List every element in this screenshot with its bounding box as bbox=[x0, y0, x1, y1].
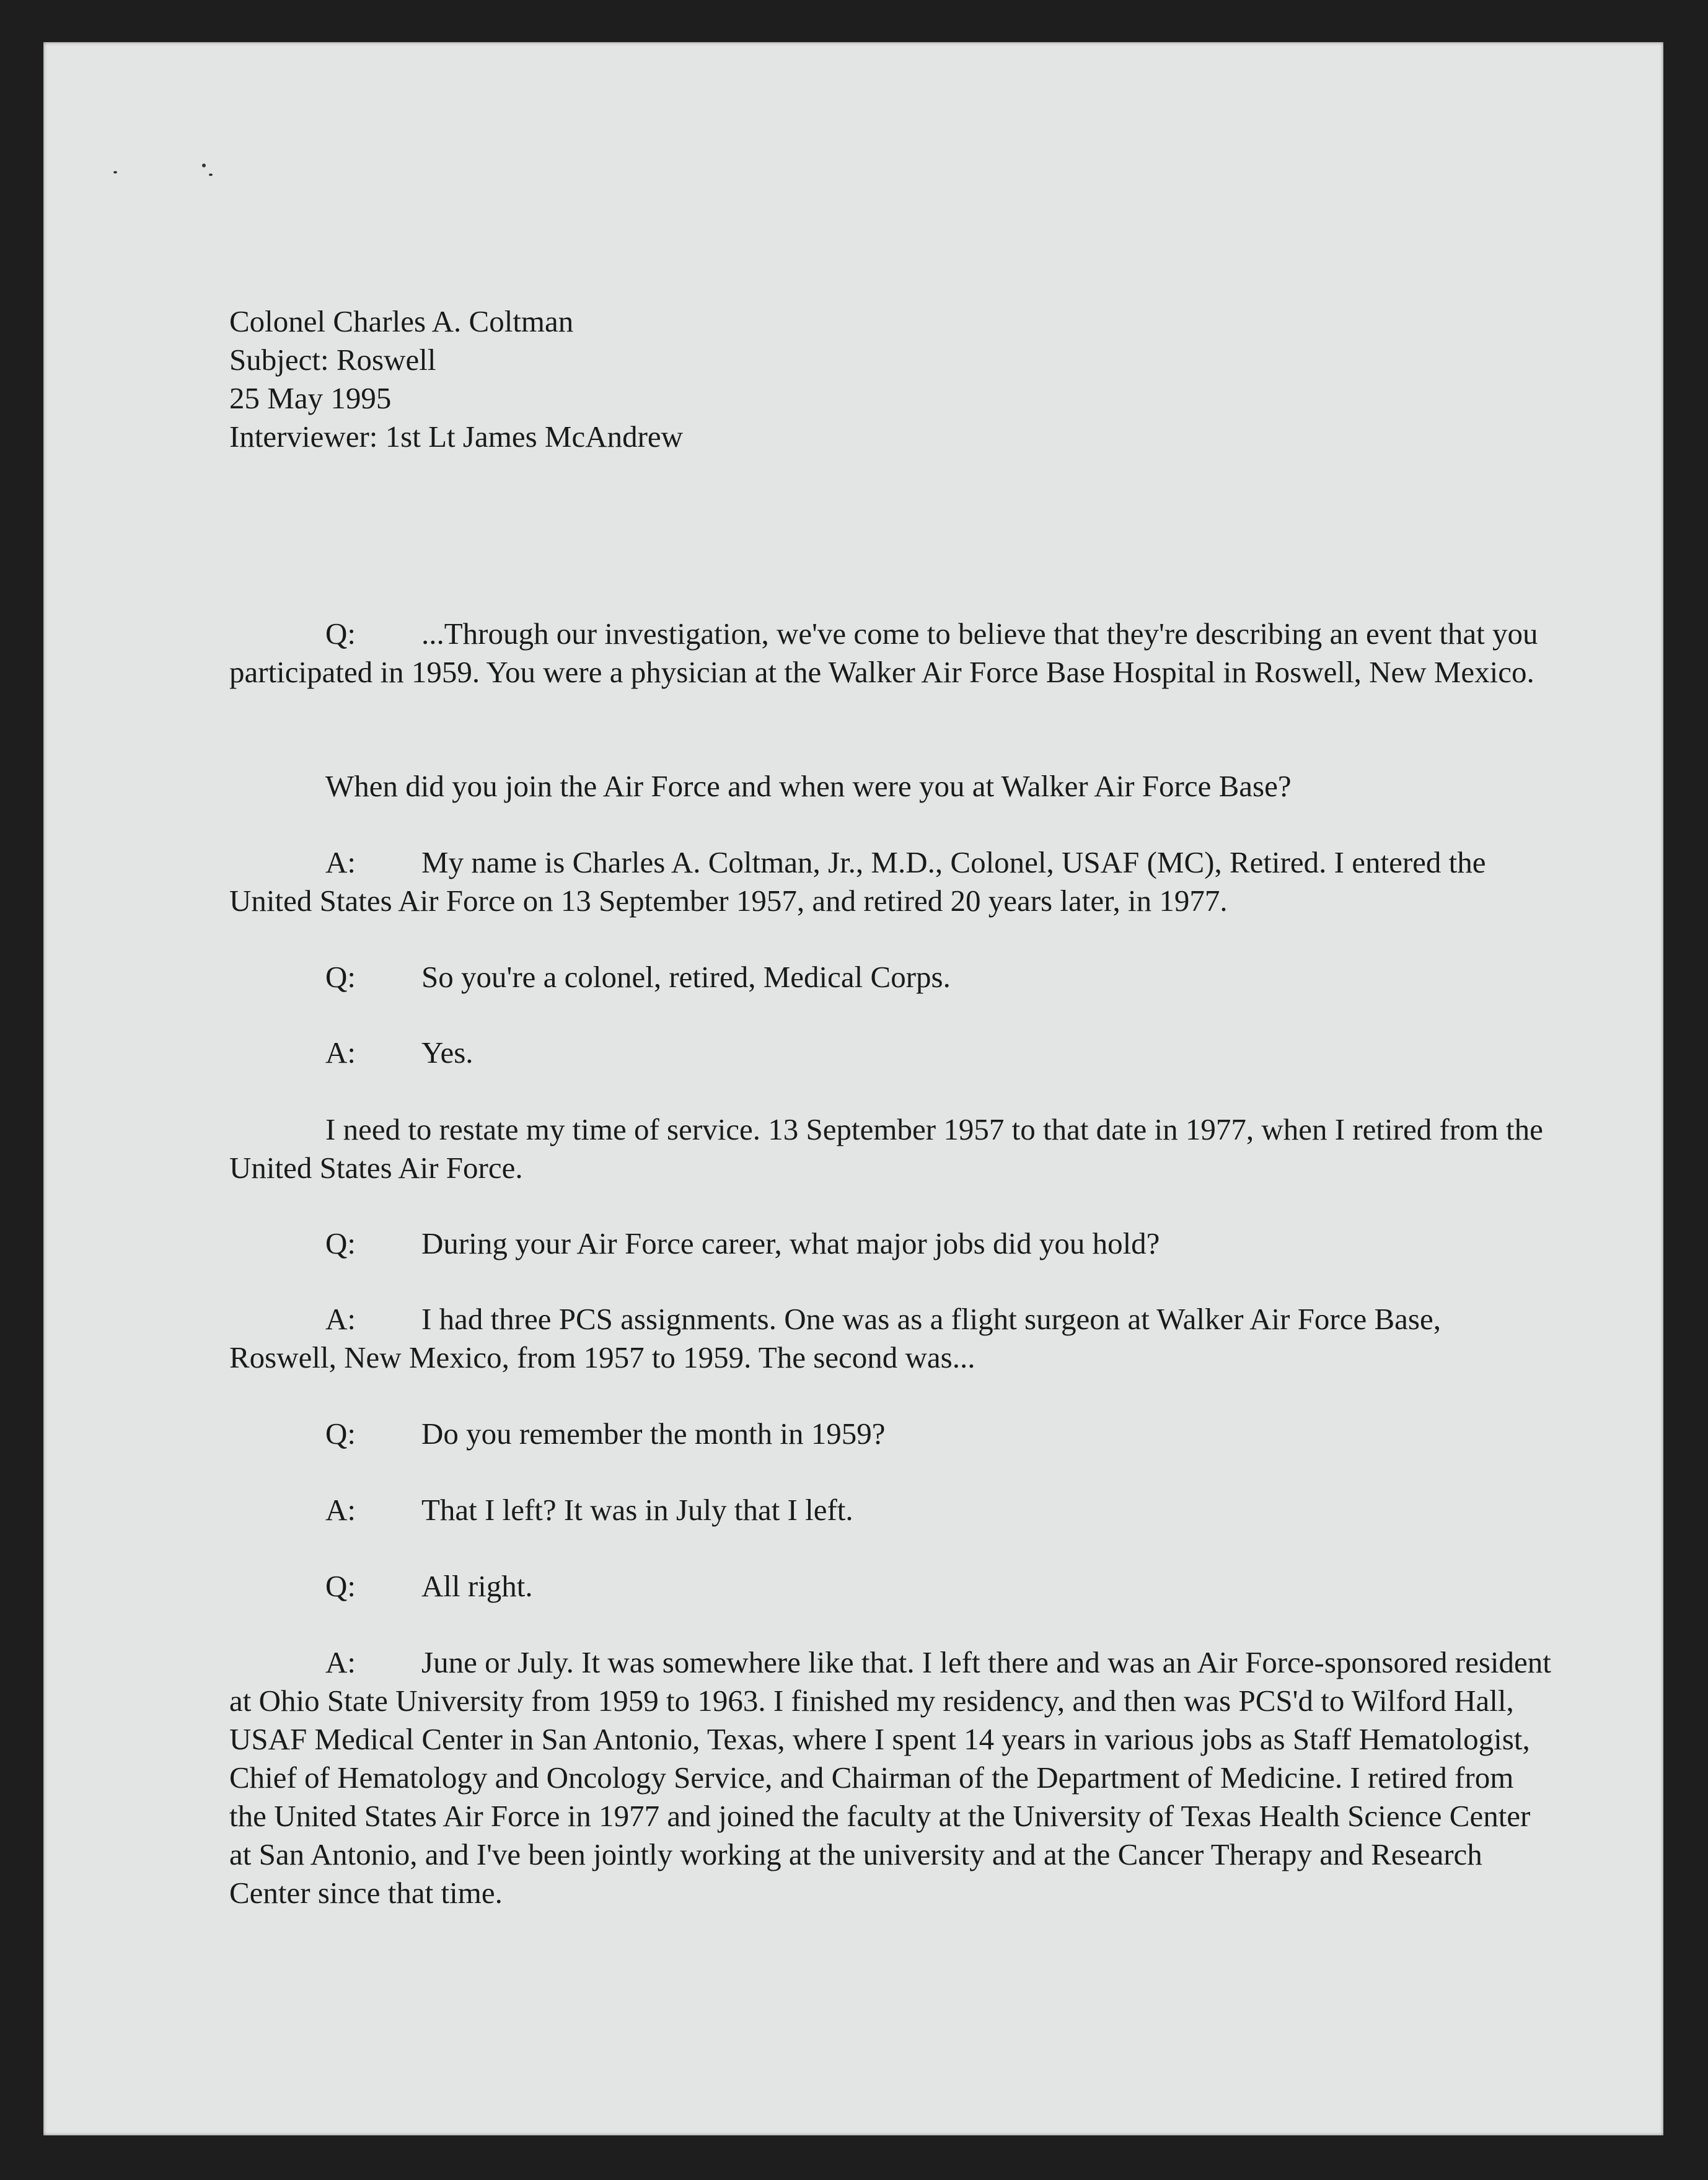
subject-line: Subject: Roswell bbox=[229, 343, 436, 377]
speaker-label: A: bbox=[325, 1035, 356, 1070]
document-page bbox=[43, 42, 1663, 2135]
transcript-paragraph bbox=[229, 1415, 1556, 1453]
scan-speck bbox=[113, 171, 117, 174]
speaker-label: A: bbox=[325, 1493, 356, 1527]
speaker-label: A: bbox=[325, 1645, 356, 1679]
transcript-paragraph bbox=[229, 1567, 1556, 1606]
speaker-label: Q: bbox=[325, 617, 356, 651]
paragraph-text: When did you join the Air Force and when were you at Walker Air Force Base? bbox=[325, 769, 1292, 803]
paragraph-text: I had three PCS assignments. One was as a flight surgeon at Walker Air Force Base, Roswell, New Mexico, from 1957 to 1959. The second was... bbox=[229, 1302, 1441, 1374]
speaker-label: Q: bbox=[325, 960, 356, 994]
speaker-label: Q: bbox=[325, 1226, 356, 1260]
transcript-paragraph bbox=[229, 1034, 1556, 1072]
speaker-label: A: bbox=[325, 845, 356, 879]
transcript-paragraph bbox=[229, 1224, 1556, 1263]
speaker-label: A: bbox=[325, 1302, 356, 1336]
paragraph-text: My name is Charles A. Coltman, Jr., M.D., Colonel, USAF (MC), Retired. I entered the United States Air Force on 13 September 1957, and retired 20 years later, in 1977. bbox=[229, 845, 1486, 918]
scan-speck bbox=[209, 174, 213, 176]
transcript-paragraph bbox=[229, 1110, 1556, 1187]
scan-speck bbox=[202, 164, 206, 167]
paragraph-text: That I left? It was in July that I left. bbox=[421, 1493, 853, 1527]
interviewee-name: Colonel Charles A. Coltman bbox=[229, 304, 574, 338]
transcript-paragraph bbox=[229, 615, 1556, 692]
paragraph-text: I need to restate my time of service. 13 September 1957 to that date in 1977, when I retired from the United States Air Force. bbox=[229, 1112, 1543, 1185]
paragraph-text: Do you remember the month in 1959? bbox=[421, 1417, 886, 1451]
transcript-paragraph bbox=[229, 1643, 1556, 1912]
transcript-paragraph bbox=[229, 958, 1556, 996]
interviewer-line: Interviewer: 1st Lt James McAndrew bbox=[229, 420, 684, 454]
transcript-paragraph bbox=[229, 843, 1556, 920]
transcript-paragraph bbox=[229, 1300, 1556, 1377]
paragraph-text: All right. bbox=[421, 1569, 533, 1603]
paragraph-text: Yes. bbox=[421, 1035, 473, 1070]
speaker-label: Q: bbox=[325, 1569, 356, 1603]
transcript-paragraph bbox=[229, 767, 1556, 806]
transcript-paragraph bbox=[229, 1491, 1556, 1529]
document-header bbox=[229, 302, 683, 456]
paragraph-text: So you're a colonel, retired, Medical Corps. bbox=[421, 960, 951, 994]
paragraph-text: ...Through our investigation, we've come to believe that they're describing an event that you participated in 1959. You were a physician at the Walker Air Force Base Hospital in Roswell, New Mexico. bbox=[229, 617, 1538, 689]
paragraph-text: June or July. It was somewhere like that. I left there and was an Air Force-sponsored resident at Ohio State University from 1959 to 1963. I finished my residency, and then was PCS'd to Wilford Hall, USAF Medical Center in San Antonio, Texas, where I spent 14 years in various jobs as Staff Hematologist, Chief of Hematology and Oncology Service, and Chairman of the Department of Medicine. I retired from the United States Air Force in 1977 and joined the faculty at the University of Texas Health Science Center at San Antonio, and I've been jointly working at the university and at the Cancer Therapy and Research Center since that time. bbox=[229, 1645, 1551, 1910]
interview-date: 25 May 1995 bbox=[229, 381, 392, 415]
paragraph-text: During your Air Force career, what major jobs did you hold? bbox=[421, 1226, 1160, 1260]
speaker-label: Q: bbox=[325, 1417, 356, 1451]
